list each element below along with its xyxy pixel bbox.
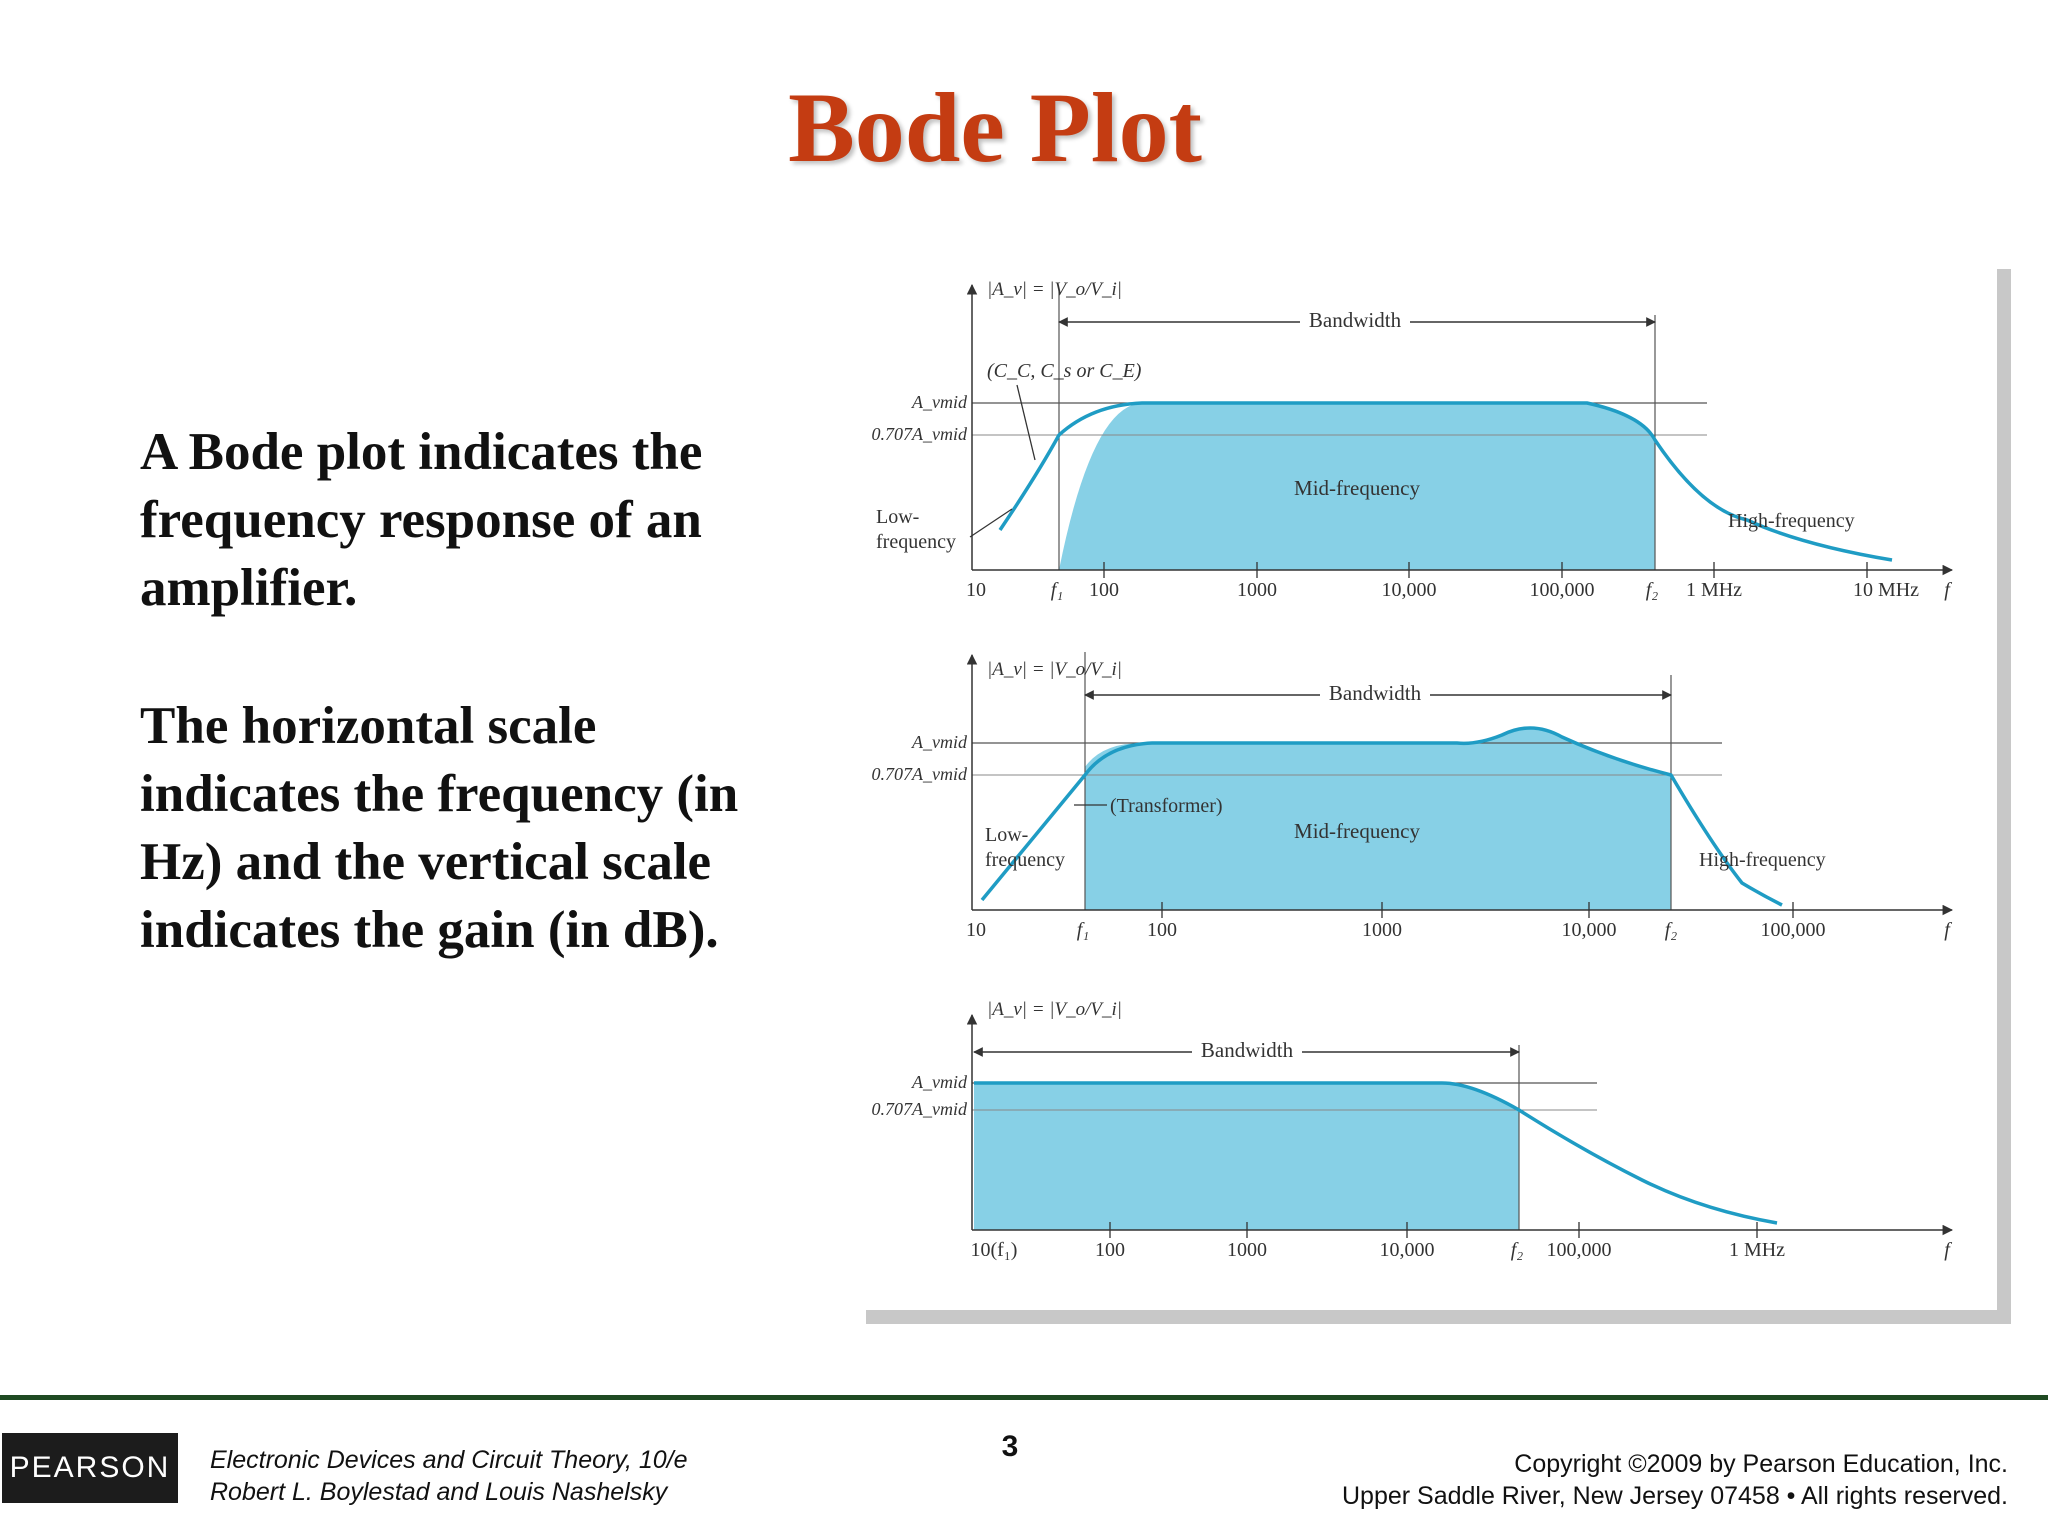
pearson-logo: PEARSON <box>2 1433 178 1503</box>
tick-label: 100,000 <box>1529 579 1595 601</box>
footer-divider <box>0 1395 2048 1400</box>
transformer-label: (Transformer) <box>1110 795 1223 817</box>
copyright-notice <box>1342 1448 2008 1512</box>
tick-label: 10 <box>966 919 986 941</box>
address-line: Upper Saddle River, New Jersey 07458 • All rights reserved. <box>1341 1482 2008 1510</box>
amid707-label: 0.707A_vmid <box>871 424 967 444</box>
amid707-label: 0.707A_vmid <box>871 764 967 784</box>
f-axis-label: f <box>1944 1239 1950 1261</box>
tick-label: f₁ <box>1050 579 1064 601</box>
gain-axis-label: |A_v| = |V_o/V_i| <box>987 279 1123 300</box>
slide-title: Bode Plot <box>788 72 1202 183</box>
page-number: 3 <box>1001 1430 1019 1463</box>
bode-plot-direct-coupled <box>872 999 1953 1261</box>
tick-label: 100 <box>1089 579 1119 601</box>
cap-pointer <box>1017 385 1035 460</box>
tick-label: 10(f₁) <box>970 1239 1018 1261</box>
tick-label: 100,000 <box>1760 919 1826 941</box>
tick-label: 1 MHz <box>1685 579 1743 601</box>
low-frequency-label-2: frequency <box>985 849 1065 871</box>
low-frequency-label-1: Low- <box>985 824 1029 846</box>
bode-plot-general <box>872 279 1953 601</box>
passband-fill <box>974 1083 1519 1230</box>
low-frequency-label-2: frequency <box>876 531 956 553</box>
high-frequency-label: High-frequency <box>1728 510 1855 532</box>
tick-label: 100,000 <box>1546 1239 1612 1261</box>
bandwidth-label: Bandwidth <box>1328 681 1422 705</box>
tick-label: 1000 <box>1227 1239 1267 1261</box>
tick-label: 1000 <box>1237 579 1277 601</box>
f-axis-label: f <box>1944 579 1950 601</box>
bode-plots-figure <box>852 255 1997 1310</box>
low-frequency-label-1: Low- <box>876 506 920 528</box>
tick-label: 1 MHz <box>1728 1239 1786 1261</box>
amid-label: A_vmid <box>912 1072 967 1092</box>
bandwidth-label: Bandwidth <box>1308 308 1402 332</box>
amid-label: A_vmid <box>912 732 967 752</box>
amid-label: A_vmid <box>912 392 967 412</box>
intro-paragraph: A Bode plot indicates the frequency response of an amplifier. <box>140 423 703 617</box>
book-citation <box>210 1444 688 1508</box>
bandwidth-label: Bandwidth <box>1200 1038 1294 1062</box>
book-authors: Robert L. Boylestad and Louis Nashelsky <box>210 1478 668 1506</box>
mid-frequency-label: Mid-frequency <box>1294 819 1420 843</box>
high-frequency-label: High-frequency <box>1699 849 1826 871</box>
book-title: Electronic Devices and Circuit Theory, 10/e <box>210 1446 688 1474</box>
cap-label: (C_C, C_s or C_E) <box>987 360 1142 382</box>
mid-frequency-label: Mid-frequency <box>1294 476 1420 500</box>
amid707-label: 0.707A_vmid <box>871 1099 967 1119</box>
tick-label: 100 <box>1095 1239 1125 1261</box>
gain-axis-label: |A_v| = |V_o/V_i| <box>987 999 1123 1020</box>
tick-label: 10 MHz <box>1852 579 1920 601</box>
gain-axis-label: |A_v| = |V_o/V_i| <box>987 659 1123 680</box>
f-axis-label: f <box>1944 919 1950 941</box>
tick-label: f₁ <box>1076 919 1090 941</box>
tick-label: f₂ <box>1645 579 1659 601</box>
tick-label: 10 <box>966 579 986 601</box>
bode-plot-transformer <box>872 652 1953 941</box>
copyright-line: Copyright ©2009 by Pearson Education, Inc. <box>1514 1450 2008 1478</box>
tick-label: 1000 <box>1362 919 1402 941</box>
tick-label: 10,000 <box>1381 579 1437 601</box>
tick-label: 10,000 <box>1561 919 1617 941</box>
scale-paragraph: The horizontal scale indicates the frequency (in Hz) and the vertical scale indicates the gain (in dB). <box>140 697 739 959</box>
tick-label: 100 <box>1147 919 1177 941</box>
tick-label: f₂ <box>1664 919 1678 941</box>
tick-label: f₂ <box>1510 1239 1524 1261</box>
tick-label: 10,000 <box>1379 1239 1435 1261</box>
